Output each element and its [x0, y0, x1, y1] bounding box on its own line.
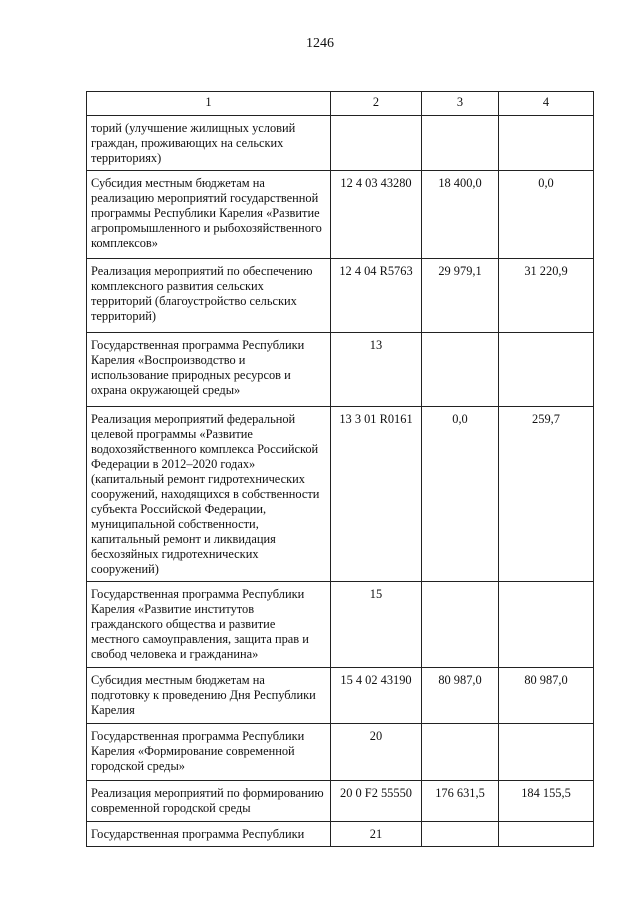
row-value-col3: 0,0 — [422, 407, 499, 582]
row-value-col3 — [422, 116, 499, 171]
row-value-col4 — [499, 333, 594, 407]
table-row — [87, 668, 594, 724]
row-value-col3 — [422, 333, 499, 407]
page-number: 1246 — [306, 36, 334, 51]
row-value-col3: 176 631,5 — [422, 781, 499, 822]
table-row — [87, 259, 594, 333]
row-code: 12 4 03 43280 — [331, 171, 422, 259]
row-value-col4: 0,0 — [499, 171, 594, 259]
row-description: Реализация мероприятий федеральной целевой программы «Развитие водохозяйственного комплекса Российской Федерации в 2012–2020 годах» (капитальный ремонт гидротехнических сооружений, находящихся в собственности субъекта Российской Федерации, муниципальной собственности, капитальный ремонт и ликвидация бесхозяйных гидротехнических сооружений) — [87, 407, 331, 582]
table-row — [87, 822, 594, 847]
row-code: 15 — [331, 582, 422, 668]
row-value-col4 — [499, 724, 594, 781]
row-value-col4: 184 155,5 — [499, 781, 594, 822]
table-row — [87, 333, 594, 407]
row-code: 13 3 01 R0161 — [331, 407, 422, 582]
row-code: 12 4 04 R5763 — [331, 259, 422, 333]
row-value-col3: 18 400,0 — [422, 171, 499, 259]
column-header-4: 4 — [499, 92, 594, 116]
row-value-col3 — [422, 724, 499, 781]
row-code: 13 — [331, 333, 422, 407]
row-value-col3 — [422, 582, 499, 668]
table-row — [87, 781, 594, 822]
row-description: Государственная программа Республики Карелия «Формирование современной городской среды» — [87, 724, 331, 781]
row-code: 20 0 F2 55550 — [331, 781, 422, 822]
row-code — [331, 116, 422, 171]
row-description: Государственная программа Республики Карелия «Развитие институтов гражданского общества и развитие местного самоуправления, защита прав и свобод человека и гражданина» — [87, 582, 331, 668]
row-value-col3: 29 979,1 — [422, 259, 499, 333]
row-value-col4: 80 987,0 — [499, 668, 594, 724]
column-header-1: 1 — [87, 92, 331, 116]
row-description: Субсидия местным бюджетам на подготовку к проведению Дня Республики Карелия — [87, 668, 331, 724]
row-description: Государственная программа Республики — [87, 822, 331, 847]
column-header-2: 2 — [331, 92, 422, 116]
row-value-col4: 259,7 — [499, 407, 594, 582]
row-description: Субсидия местным бюджетам на реализацию мероприятий государственной программы Республики Карелия «Развитие агропромышленного и рыбохозяйственного комплексов» — [87, 171, 331, 259]
table-row — [87, 171, 594, 259]
row-value-col3 — [422, 822, 499, 847]
row-code: 21 — [331, 822, 422, 847]
row-description: торий (улучшение жилищных условий граждан, проживающих на сельских территориях) — [87, 116, 331, 171]
row-code: 20 — [331, 724, 422, 781]
row-value-col3: 80 987,0 — [422, 668, 499, 724]
row-value-col4 — [499, 822, 594, 847]
table-row — [87, 116, 594, 171]
row-description: Реализация мероприятий по обеспечению комплексного развития сельских территорий (благоустройство сельских территорий) — [87, 259, 331, 333]
table-row — [87, 582, 594, 668]
row-code: 15 4 02 43190 — [331, 668, 422, 724]
column-header-3: 3 — [422, 92, 499, 116]
table-header-row — [87, 92, 594, 116]
row-value-col4: 31 220,9 — [499, 259, 594, 333]
table-row — [87, 724, 594, 781]
row-description: Государственная программа Республики Карелия «Воспроизводство и использование природных ресурсов и охрана окружающей среды» — [87, 333, 331, 407]
budget-table — [86, 91, 594, 847]
row-description: Реализация мероприятий по формированию современной городской среды — [87, 781, 331, 822]
row-value-col4 — [499, 582, 594, 668]
row-value-col4 — [499, 116, 594, 171]
table-row — [87, 407, 594, 582]
